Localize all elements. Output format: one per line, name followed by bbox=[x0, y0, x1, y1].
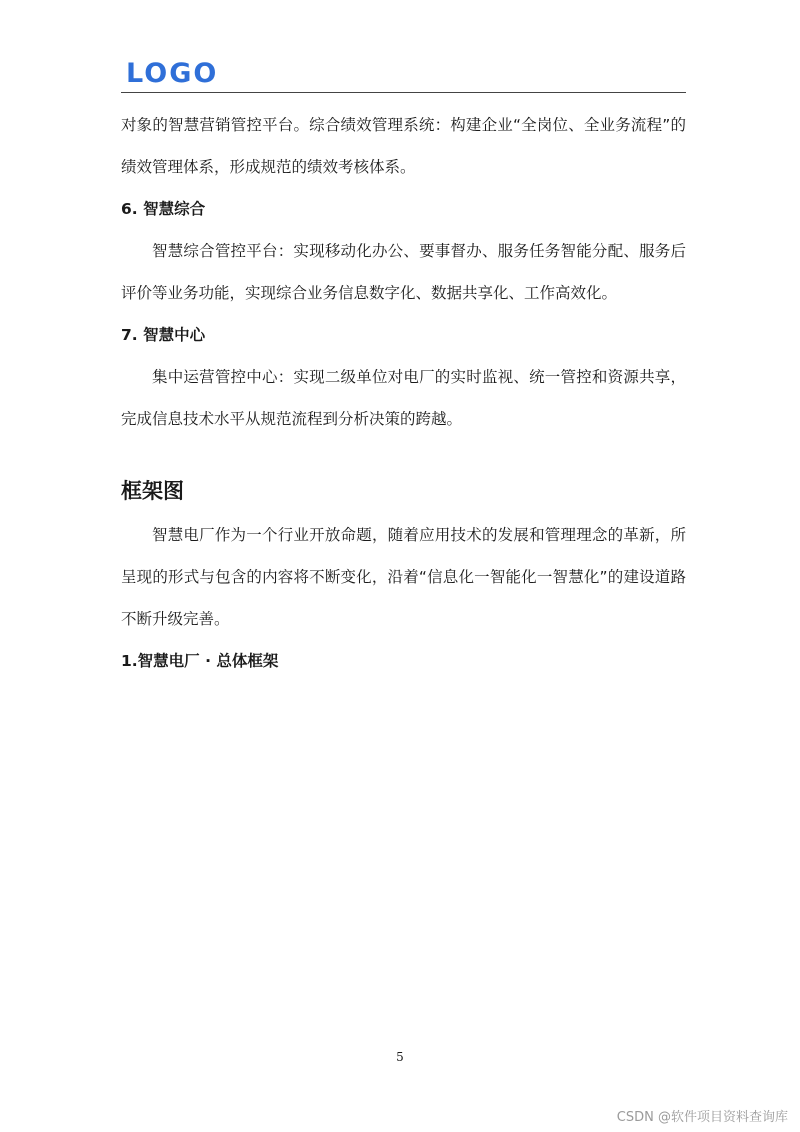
document-body bbox=[121, 104, 686, 682]
section-title-framework: 框架图 bbox=[121, 479, 184, 503]
paragraph-framework-intro: 智慧电厂作为一个行业开放命题，随着应用技术的发展和管理理念的革新，所呈现的形式与包含的内容将不断变化，沿着“信息化一智能化一智慧化”的建设道路不断升级完善。 bbox=[121, 526, 686, 628]
page-number: 5 bbox=[396, 1050, 404, 1064]
watermark: CSDN @软件项目资料查询库 bbox=[616, 1110, 788, 1125]
heading-smart-integrated: 6. 智慧综合 bbox=[121, 200, 206, 218]
heading-overall-framework: 1.智慧电厂 · 总体框架 bbox=[121, 652, 279, 670]
paragraph-smart-integrated: 智慧综合管控平台：实现移动化办公、要事督办、服务任务智能分配、服务后评价等业务功能，实现综合业务信息数字化、数据共享化、工作高效化。 bbox=[121, 242, 686, 302]
header-divider bbox=[121, 92, 686, 93]
paragraph-smart-center: 集中运营管控中心：实现二级单位对电厂的实时监视、统一管控和资源共享，完成信息技术水平从规范流程到分析决策的跨越。 bbox=[121, 368, 686, 428]
heading-smart-center: 7. 智慧中心 bbox=[121, 326, 206, 344]
logo: LOGO bbox=[126, 58, 219, 89]
paragraph-performance-management: 对象的智慧营销管控平台。综合绩效管理系统：构建企业“全岗位、全业务流程”的绩效管理体系，形成规范的绩效考核体系。 bbox=[121, 116, 686, 176]
